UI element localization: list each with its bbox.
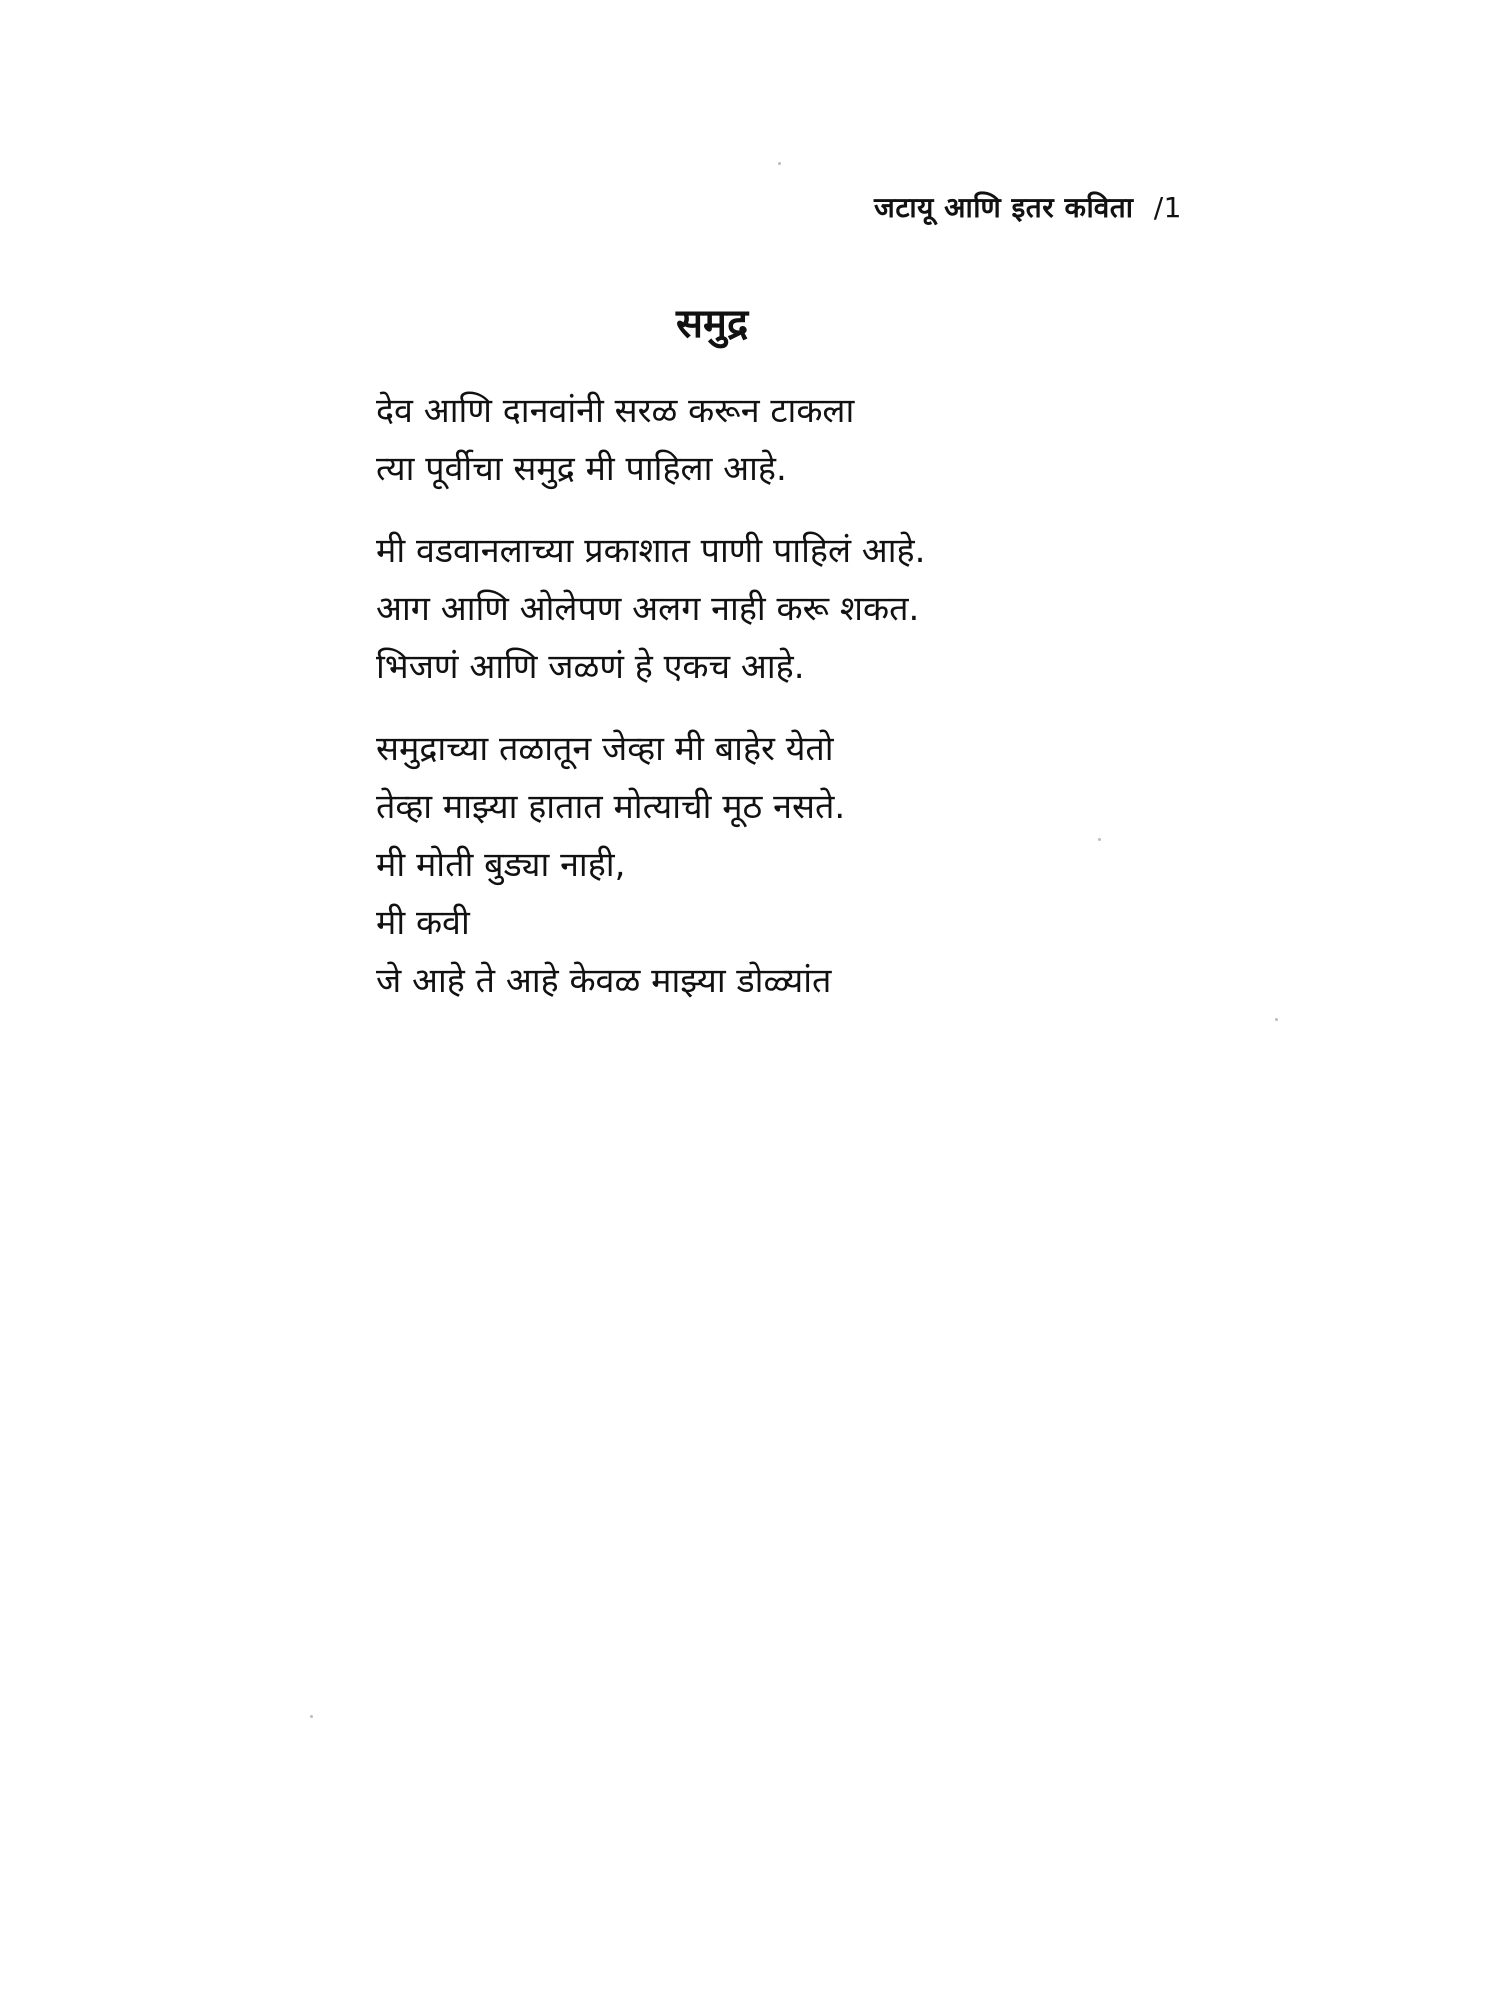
poem — [376, 296, 1276, 1034]
poem-line: मी कवी — [376, 903, 470, 943]
page-number: 1 — [1163, 191, 1182, 224]
poem-line: आग आणि ओलेपण अलग नाही करू शकत. — [376, 589, 920, 629]
scan-speck — [1098, 838, 1101, 841]
poem-line: तेव्हा माझ्या हातात मोत्याची मूठ नसते. — [376, 787, 846, 827]
poem-line: भिजणं आणि जळणं हे एकच आहे. — [376, 647, 805, 687]
book-title: जटायू आणि इतर कविता — [874, 191, 1134, 224]
poem-line: देव आणि दानवांनी सरळ करून टाकला — [376, 391, 855, 431]
running-header — [874, 188, 1182, 226]
poem-line: त्या पूर्वीचा समुद्र मी पाहिला आहे. — [376, 449, 787, 489]
scan-speck — [778, 162, 781, 165]
stanza-2 — [376, 522, 1276, 696]
stanza-3 — [376, 720, 1276, 1010]
poem-title: समुद्र — [676, 301, 749, 347]
poem-line: समुद्राच्या तळातून जेव्हा मी बाहेर येतो — [376, 729, 834, 769]
poem-line: मी मोती बुड्या नाही, — [376, 845, 626, 885]
poem-line: मी वडवानलाच्या प्रकाशात पाणी पाहिलं आहे. — [376, 531, 926, 571]
stanza-1 — [376, 382, 1276, 498]
poem-line: जे आहे ते आहे केवळ माझ्या डोळ्यांत — [376, 961, 832, 1001]
scan-speck — [1275, 1018, 1278, 1021]
scan-speck — [310, 1715, 313, 1718]
header-separator: /1 — [1153, 191, 1182, 224]
